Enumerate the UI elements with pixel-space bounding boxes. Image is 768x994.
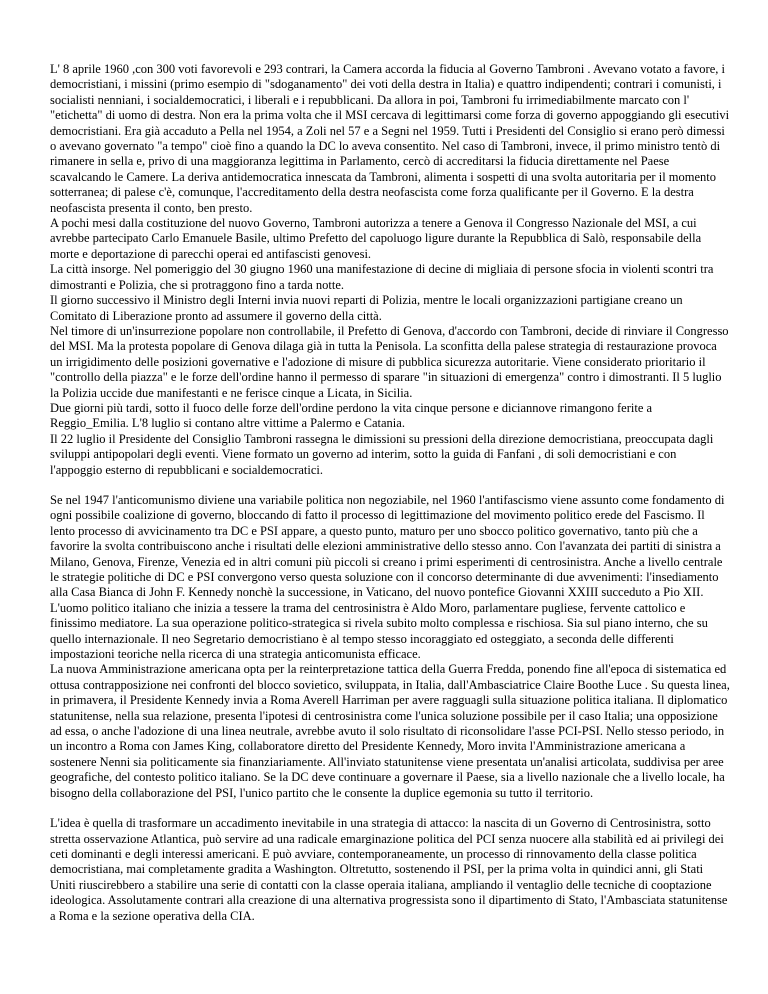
paragraph: Il 22 luglio il Presidente del Consiglio Tambroni rassegna le dimissioni su pressioni della direzione democristiana, preoccupata dagli sviluppi antipopolari degli eventi. Viene formato un governo ad interim, sotto la guida di Fanfani , di soli democristiani e con l'appoggio esterno di repubblicani e socialdemocratici. xyxy=(50,431,714,477)
paragraph: Se nel 1947 l'anticomunismo diviene una variabile politica non negoziabile, nel 1960 l'antifascismo viene assunto come fondamento di ogni possibile coalizione di governo, bloccando di fatto il processo di legittimazione del movimento politico erede del Fascismo. Il lento processo di avvicinamento tra DC e PSI appare, a questo punto, maturo per uno sbocco politico governativo, tanto più che a favorire la svolta contribuiscono anche i risultati delle elezioni amministrative dello stesso anno. Con l'avanzata dei partiti di sinistra a Milano, Genova, Firenze, Venezia ed in altri comuni più piccoli si creano i primi esperimenti di centrosinistra. Anche a livello centrale le strategie politiche di DC e PSI convergono verso questa soluzione con il concorso determinante di due avvenimenti: l'insediamento alla Casa Bianca di John F. Kennedy nonchè la successione, in Vaticano, del nuovo pontefice Giovanni XXIII succeduto a Pio XII. xyxy=(50,492,725,600)
paragraph: Il giorno successivo il Ministro degli Interni invia nuovi reparti di Polizia, mentre le locali organizzazioni partigiane creano un Comitato di Liberazione pronto ad assumere il governo della città. xyxy=(50,293,683,323)
paragraph: Nel timore di un'insurrezione popolare non controllabile, il Prefetto di Genova, d'accordo con Tambroni, decide di rinviare il Congresso del MSI. Ma la protesta popolare di Genova dilaga già in tutta la Penisola. La sconfitta della palese strategia di restaurazione provoca un irrigidimento delle posizioni governative e l'adozione di misure di pubblica sicurezza autoritarie. Viene considerato prioritario il "controllo della piazza" e le forze dell'ordine hanno il permesso di sparare "in situazioni di emergenza" contro i dimostranti. Il 5 luglio la Polizia uccide due manifestanti e ne ferisce cinque a Licata, in Sicilia. xyxy=(50,323,729,400)
paragraph: L' 8 aprile 1960 ,con 300 voti favorevoli e 293 contrari, la Camera accorda la fiducia al Governo Tambroni . Avevano votato a favore, i democristiani, i missini (primo esempio di "sdoganamento" dei voti della destra in Italia) e quattro indipendenti; contrari i comunisti, i socialisti nenniani, i socialdemocratici, i liberali e i repubblicani. Da allora in poi, Tambroni fu irrimediabilmente marcato con l' "etichetta" di uomo di destra. Non era la prima volta che il MSI cercava di legittimarsi come forza di governo appoggiando gli esecutivi democristiani. Era già accaduto a Pella nel 1954, a Zoli nel 57 e a Segni nel 1959. Tutti i Presidenti del Consiglio si erano però dimessi o avevano governato "a tempo" cioè fino a quando la DC lo aveva consentito. Nel caso di Tambroni, invece, il primo ministro tentò di rimanere in sella e, privo di una maggioranza legittima in Parlamento, cercò di accreditarsi la fiducia direttamente nel Paese scavalcando le Camere. La deriva antidemocratica innescata da Tambroni, alimenta i sospetti di una svolta autoritaria per il momento sotterranea; di palese c'è, comunque, l'accreditamento della destra neofascista come forza qualificante per il Governo. E la destra neofascista presenta il conto, ben presto. xyxy=(50,62,730,215)
paragraph: L'uomo politico italiano che inizia a tessere la trama del centrosinistra è Aldo Moro, parlamentare pugliese, fervente cattolico e finissimo mediatore. La sua operazione politico-strategica si rivela subito molto complessa e rischiosa. Sia sul piano interno, che su quello internazionale. Il neo Segretario democristiano è al tempo stesso incoraggiato ed osteggiato, a seconda delle differenti impostazioni teoriche nella ricerca di una strategia anticomunista efficace. xyxy=(50,600,708,662)
paragraph: L'idea è quella di trasformare un accadimento inevitabile in una strategia di attacco: la nascita di un Governo di Centrosinistra, sotto stretta osservazione Atlantica, può servire ad una radicale emarginazione politica del PCI senza nuocere alla stabilità ed ai privilegi dei ceti dominanti e degli interessi americani. E può avviare, contemporaneamente, un processo di rinnovamento della classe politica democristiana, mai completamente gradita a Washington. Oltretutto, sostenendo il PSI, per la prima volta in quindici anni, gli Stati Uniti riuscirebbero a stabilire una serie di contatti con la classe operaia italiana, ampliando il ventaglio delle tecniche di cooptazione ideologica. Assolutamente contrari alla creazione di una alternativa progressista sono il dipartimento di Stato, l'Ambasciata statunitense a Roma e la sezione operativa della CIA. xyxy=(50,816,728,923)
paragraph: La nuova Amministrazione americana opta per la reinterpretazione tattica della Guerra Fredda, ponendo fine all'epoca di sistematica ed ottusa contrapposizione nei confronti del blocco sovietico, sviluppata, in Italia, dall'Ambasciatrice Claire Boothe Luce . Su questa linea, in primavera, il Presidente Kennedy invia a Roma Averell Harriman per avere ragguagli sulla situazione politica italiana. Il diplomatico statunitense, nella sua relazione, presenta l'ipotesi di centrosinistra come l'unica soluzione possibile per il caso Italia; una opposizione ad essa, o anche l'adozione di una linea neutrale, avrebbe avuto il solo risultato di riconsolidare l'asse PCI-PSI. Nello stesso periodo, in un incontro a Roma con James King, collaboratore diretto del Presidente Kennedy, Moro invita l'Amministrazione americana a sostenere Nenni sia politicamente sia finanziariamente. All'inviato statunitense viene presentata un'analisi articolata, suddivisa per aree geografiche, del contesto politico italiano. Se la DC deve continuare a governare il Paese, sia a livello nazionale che a livello locale, ha bisogno della collaborazione del PSI, l'unico partito che le consente la duplice egemonia su tutto il territorio. xyxy=(50,662,730,800)
paragraph: Due giorni più tardi, sotto il fuoco delle forze dell'ordine perdono la vita cinque persone e diciannove rimangono ferite a Reggio_Emilia. L'8 luglio si contano altre vittime a Palermo e Catania. xyxy=(50,400,653,431)
section-strategy xyxy=(50,816,730,924)
document-body xyxy=(50,62,730,939)
paragraph: A pochi mesi dalla costituzione del nuovo Governo, Tambroni autorizza a tenere a Genova il Congresso Nazionale del MSI, a cui avrebbe partecipato Carlo Emanuele Basile, ultimo Prefetto del capoluogo ligure durante la Repubblica di Salò, responsabile della morte e deportazione di parecchi operai ed antifascisti genovesi. xyxy=(50,216,702,261)
section-tambroni-government xyxy=(50,62,730,478)
section-centrosinistra xyxy=(50,493,730,801)
paragraph: La città insorge. Nel pomeriggio del 30 giugno 1960 una manifestazione di decine di migliaia di persone sfocia in violenti scontri tra dimostranti e Polizia, che si protraggono fino a tarda notte. xyxy=(50,262,714,292)
